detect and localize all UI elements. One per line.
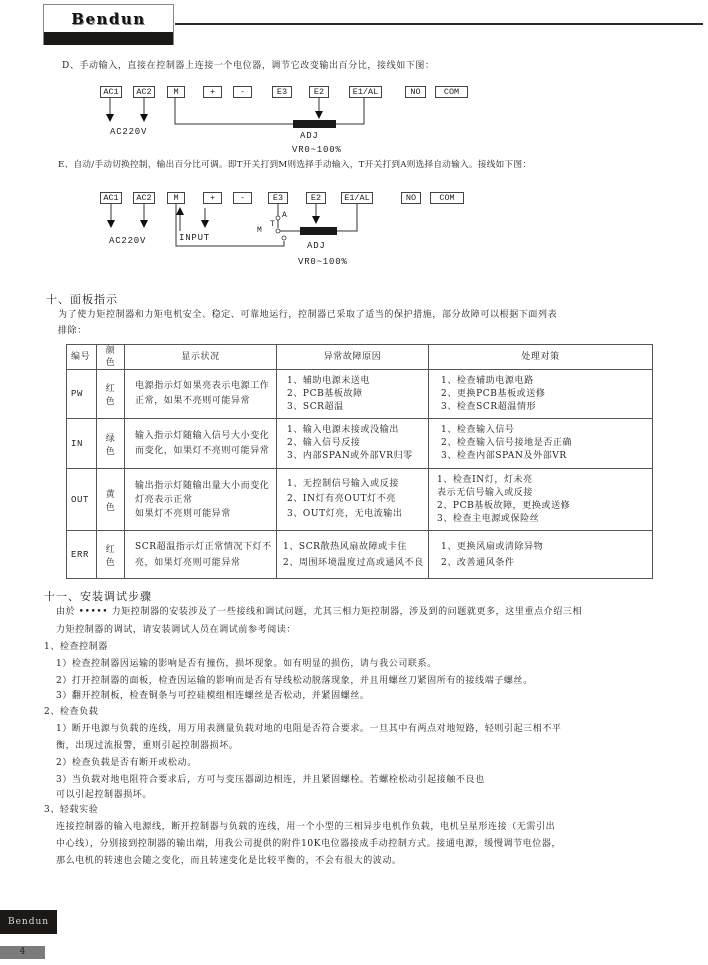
section-10-heading: 十、面板指示 [46, 293, 118, 306]
fix-line: 3、检查SCR超温情形 [441, 401, 537, 412]
section-11-intro-line1: 由於 ••••• 力矩控制器的安装涉及了一些接线和调试问题，尤其三相力矩控制器，涉及到的问题就更多，这里重点介绍三相 [56, 607, 583, 617]
fix-line: 1、检查输入信号 [441, 425, 515, 435]
header-status: 显示状况 [125, 345, 277, 370]
row-status [125, 531, 277, 579]
cause-line: 2、输入信号反接 [287, 438, 361, 448]
section-e-text: E、自动/手动切换控制，输出百分比可调。即T开关打到M则选择手动输入，T开关打到A则选择自动输入。接线如下图： [58, 160, 532, 170]
step1-item: 3）翻开控制板，检查铜条与可控硅模组相连螺丝是否松动，并紧固螺丝。 [56, 691, 370, 701]
input-label: INPUT [179, 233, 211, 243]
terminal-e3: E3 [268, 192, 288, 204]
page-number: 4 [0, 946, 45, 959]
section-10-intro-line2: 排除： [58, 326, 87, 336]
cause-line: 2、PCB基板故障 [287, 388, 363, 399]
fix-line: 3、检查内部SPAN及外部VR [441, 451, 567, 461]
fix-line: 3、检查主电源或保险丝 [437, 513, 540, 524]
step2-item: 可以引起控制器损坏。 [56, 790, 153, 800]
terminal-m: M [167, 192, 185, 204]
row-fixes [429, 370, 653, 419]
row-fixes [429, 419, 653, 469]
status-line: 亮，如果灯亮则可能异常 [135, 557, 241, 568]
terminal-e1-al: E1/AL [341, 192, 373, 204]
step3-line: 连接控制器的输入电源线，断开控制器与负载的连线，用一个小型的三相异步电机作负载，电机呈星形连接（无需引出 [56, 822, 556, 832]
terminal-m: M [167, 86, 185, 98]
step1-title: 1、检查控制器 [44, 642, 108, 652]
cause-line: 1、SCR散热风扇故障或卡住 [283, 541, 407, 552]
terminal-ac1: AC1 [100, 192, 122, 204]
step2-item: 3）当负载对地电阻符合要求后，方可与变压器副边相连，并且紧固螺栓。若螺栓松动引起接触不良也 [56, 775, 485, 785]
section-d-text: D、手动输入，直接在控制器上连接一个电位器，调节它改变输出百分比，接线如下图： [62, 61, 435, 71]
fix-line: 2、改善通风条件 [441, 557, 515, 568]
cause-line: 3、SCR超温 [287, 401, 344, 412]
row-fixes [429, 469, 653, 531]
cause-line: 2、IN灯有亮OUT灯不亮 [287, 494, 396, 504]
header-cause: 异常故障原因 [277, 345, 429, 370]
range-label-e: VR0~100% [298, 257, 348, 267]
step1-item: 1）检查控制器因运输的影响是否有撞伤，损坏现象。如有明显的损伤，请与我公司联系。 [56, 659, 437, 669]
footer-brand: Bendun [0, 910, 57, 934]
fault-table [66, 344, 653, 579]
cause-line: 2、周围环境温度过高或通风不良 [283, 557, 424, 568]
terminal-e2: E2 [309, 86, 329, 98]
terminal-minus: - [233, 86, 252, 98]
table-row [67, 419, 653, 469]
step2-item: 衡，出现过流报警，重则引起控制器损坏。 [56, 741, 239, 751]
step3-title: 3、轻载实验 [44, 805, 99, 815]
row-causes [277, 419, 429, 469]
switch-label-m: M [257, 226, 263, 235]
row-code: OUT [67, 469, 97, 531]
section-10-intro-line1: 为了使力矩控制器和力矩电机安全、稳定、可靠地运行，控制器已采取了适当的保护措施，部分故障可以根据下面列表 [58, 310, 558, 320]
status-line: SCR超温指示灯正常情况下灯不 [135, 541, 272, 552]
terminal-com: COM [430, 192, 464, 204]
switch-label-a: A [282, 211, 288, 220]
status-line: 电源指示灯如果亮表示电源工作 [135, 381, 270, 391]
fix-line: 1、检查辅助电源电路 [441, 375, 534, 386]
row-causes [277, 370, 429, 419]
terminal-ac2: AC2 [133, 192, 155, 204]
step2-item: 2）检查负载是否有断开或松动。 [56, 758, 197, 768]
switch-label-t: T [270, 220, 276, 229]
header-color: 颜色 [97, 345, 125, 370]
terminal-plus: + [203, 86, 222, 98]
cause-line: 1、辅助电源未送电 [287, 375, 371, 386]
terminal-ac1: AC1 [100, 86, 122, 98]
fix-line: 2、检查输入信号接地是否正确 [441, 438, 573, 448]
power-label-d: AC220V [110, 127, 148, 137]
terminal-minus: - [233, 192, 252, 204]
fix-line: 表示无信号输入或反接 [437, 487, 534, 498]
row-code: PW [67, 370, 97, 419]
terminal-no: NO [405, 86, 426, 98]
row-color: 黄色 [97, 469, 125, 531]
fix-line: 2、更换PCB基板或送修 [441, 388, 546, 399]
cause-line: 3、内部SPAN或外部VR归零 [287, 451, 413, 461]
cause-line: 3、OUT灯亮，无电流输出 [287, 509, 403, 519]
step3-line: 那么电机的转速也会随之变化，而且转速变化是比较平衡的，不会有很大的波动。 [56, 856, 402, 866]
cause-line: 1、输入电源未接或没输出 [287, 425, 399, 435]
table-header-row [67, 345, 653, 370]
step2-item: 1）断开电源与负载的连线，用万用表测量负载对地的电阻是否符合要求。一旦其中有两点对地短路，轻则引起三相不平 [56, 724, 562, 734]
header-fix: 处理对策 [429, 345, 653, 370]
row-color: 红色 [97, 370, 125, 419]
header-code: 编号 [67, 345, 97, 370]
terminal-e3: E3 [272, 86, 292, 98]
row-fixes [429, 531, 653, 579]
step3-line: 中心线），分别接到控制器的输出端，用我公司提供的附件10K电位器接成手动控制方式。接通电源，缓慢调节电位器， [56, 839, 562, 849]
terminal-e2: E2 [306, 192, 326, 204]
terminal-com: COM [435, 86, 468, 98]
row-color: 绿色 [97, 419, 125, 469]
row-color: 红色 [97, 531, 125, 579]
table-row [67, 370, 653, 419]
row-code: ERR [67, 531, 97, 579]
status-line: 输入指示灯随输入信号大小变化 [135, 430, 270, 441]
terminal-plus: + [203, 192, 222, 204]
potentiometer-adj [300, 227, 337, 235]
fix-line: 1、检查IN灯，灯未亮 [437, 474, 533, 485]
terminal-ac2: AC2 [133, 86, 155, 98]
terminal-no: NO [401, 192, 421, 204]
row-code: IN [67, 419, 97, 469]
row-status [125, 370, 277, 419]
table-row [67, 531, 653, 579]
adj-label-e: ADJ [307, 241, 326, 251]
status-line: 而变化，如果灯不亮则可能异常 [135, 445, 270, 456]
row-status [125, 419, 277, 469]
power-label-e: AC220V [109, 236, 147, 246]
step1-item: 2）打开控制器的面板，检查因运输的影响而是否有导线松动脱落现象，并且用螺丝刀紧固所有的接线端子螺丝。 [56, 676, 533, 686]
adj-label-d: ADJ [300, 131, 319, 141]
row-status [125, 469, 277, 531]
row-causes [277, 469, 429, 531]
cause-line: 1、无控制信号输入或反接 [287, 479, 399, 489]
fix-line: 2、PCB基板故障，更换或送修 [437, 500, 571, 511]
section-11-intro-line2: 力矩控制器的调试，请安装调试人员在调试前参考阅读： [56, 625, 297, 635]
status-line: 输出指示灯随输出量大小而变化 [135, 480, 270, 491]
terminal-e1-al: E1/AL [349, 86, 382, 98]
fix-line: 1、更换风扇或清除异物 [441, 541, 544, 552]
row-causes [277, 531, 429, 579]
step2-title: 2、检查负载 [44, 707, 99, 717]
table-row [67, 469, 653, 531]
section-11-heading: 十一、安装调试步骤 [44, 590, 152, 603]
range-label-d: VR0~100% [292, 145, 342, 155]
brand-logo-text: Bendun [71, 9, 146, 28]
status-line: 正常，如果不亮则可能异常 [135, 396, 251, 406]
status-line: 灯亮表示正常 [135, 494, 193, 505]
status-line: 如果灯不亮则可能异常 [135, 508, 232, 519]
